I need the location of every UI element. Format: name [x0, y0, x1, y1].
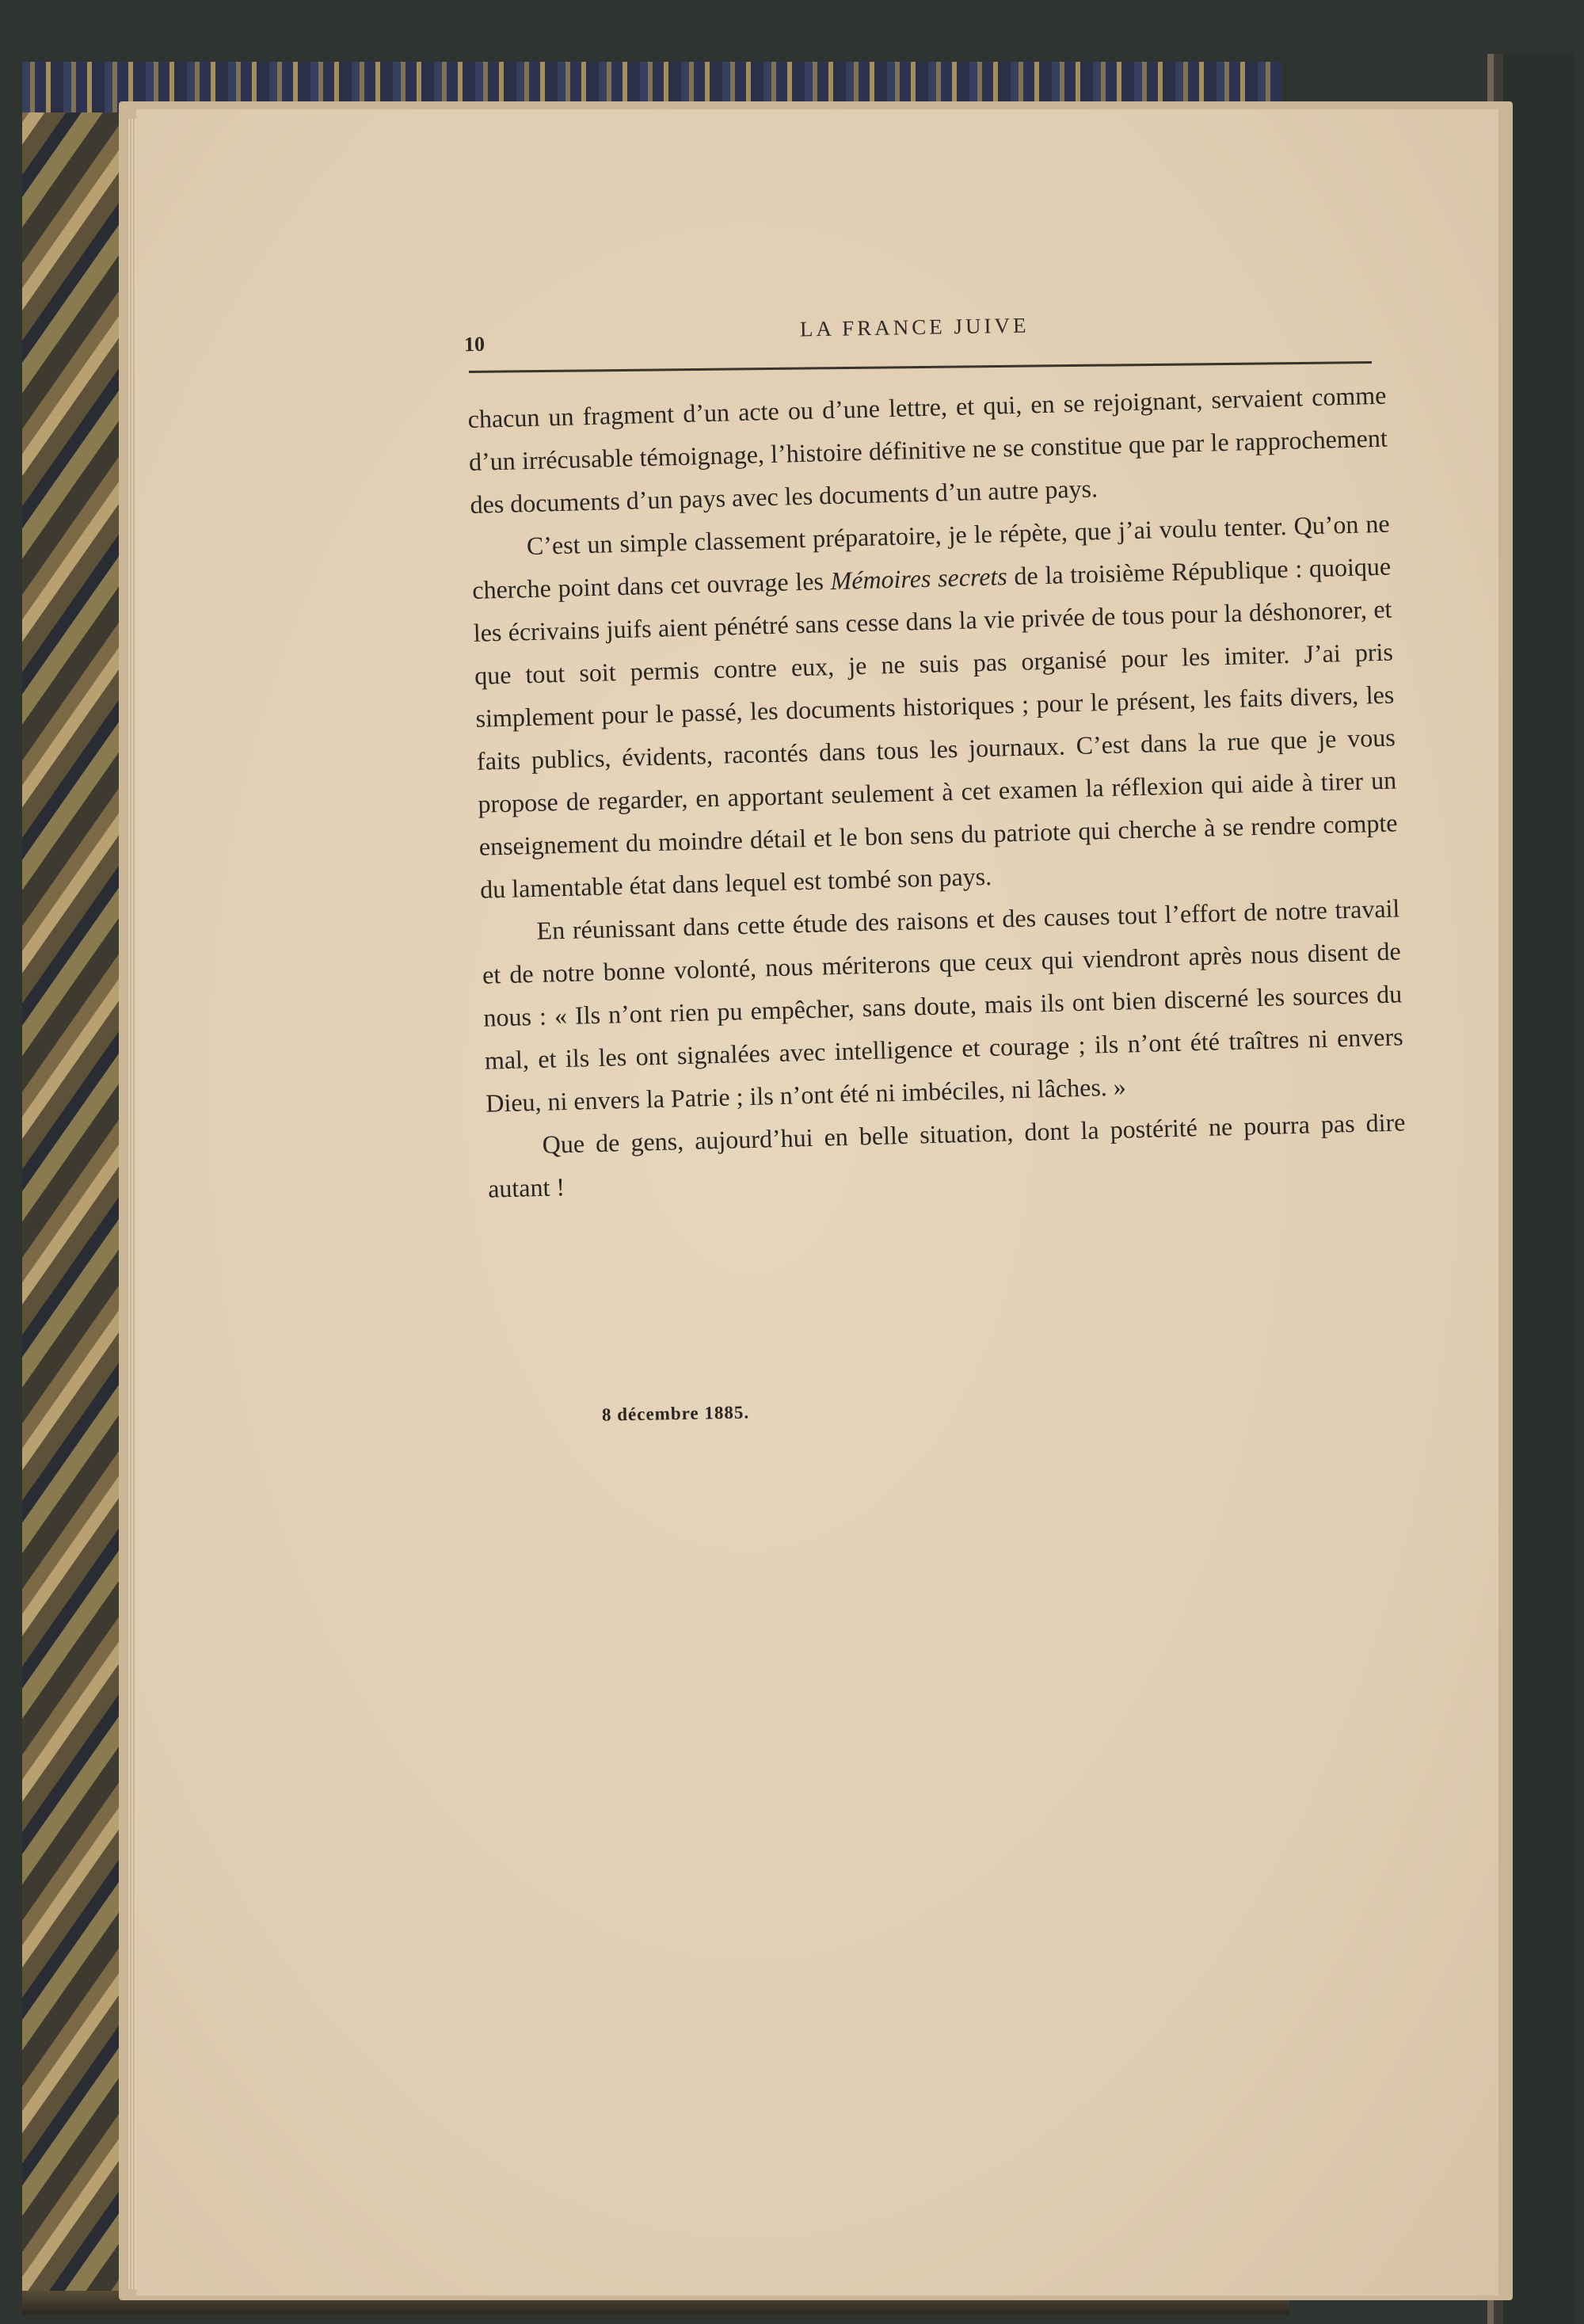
paragraph-3: En réunissant dans cette étude des raisons et des causes tout l’effort de notre travail et de notre bonne volonté, nous mériterons que ceux qui viendront après nous disent de nous : « Ils n’ont rien pu empêcher, sans doute, mais ils ont bien discerné les sources du mal, et ils les ont signalées avec intelligence et courage ; ils n’ont été traîtres ni envers Dieu, ni envers la Patrie ; ils n’ont été ni imbéciles, ni lâches. »: [482, 893, 1403, 1118]
paragraph-2: [470, 502, 1399, 911]
paragraph-4: Que de gens, aujourd’hui en belle situation, dont la postérité ne pourra pas dire autant !: [487, 1107, 1406, 1203]
paragraph-2-end: de la troisième République : quoique les écrivains juifs aient pénétré sans cesse dans la vie privée de tous pour la déshonorer, et que tout soit permis contre eux, je ne suis pas organisé pour les imiter. J’ai pris simplement pour le passé, les documents historiques ; pour le présent, les faits divers, les faits publics, évidents, racontés dans tous les journaux. C’est dans la rue que je vous propose de regarder, en apportant seulement à cet examen la réflexion qui aide à tirer un enseignement du moindre détail et le bon sens du patriote qui cherche à se rendre compte du lamentable état dans lequel est tombé son pays.: [473, 551, 1398, 904]
running-head: LA FRANCE JUIVE: [799, 313, 1030, 341]
signature-date: 8 décembre 1885.: [601, 1402, 750, 1425]
paragraph-1: chacun un fragment d’un acte ou d’une lettre, et qui, en se rejoignant, servaient comme d’un irrécusable témoignage, l’histoire définitive ne se constitue que par le rapprochement des documents d’un pays avec les documents d’un autre pays.: [467, 380, 1388, 519]
marbled-cover-board: [22, 62, 135, 2311]
page-number: 10: [463, 332, 485, 356]
body-text: [467, 374, 1407, 1210]
italic-title: Mémoires secrets: [830, 562, 1008, 596]
paragraph-2-start: C’est un simple classement préparatoire, je le répète, que j’ai voulu tenter. Qu’on ne cherche point dans cet ouvrage les: [471, 509, 1391, 604]
